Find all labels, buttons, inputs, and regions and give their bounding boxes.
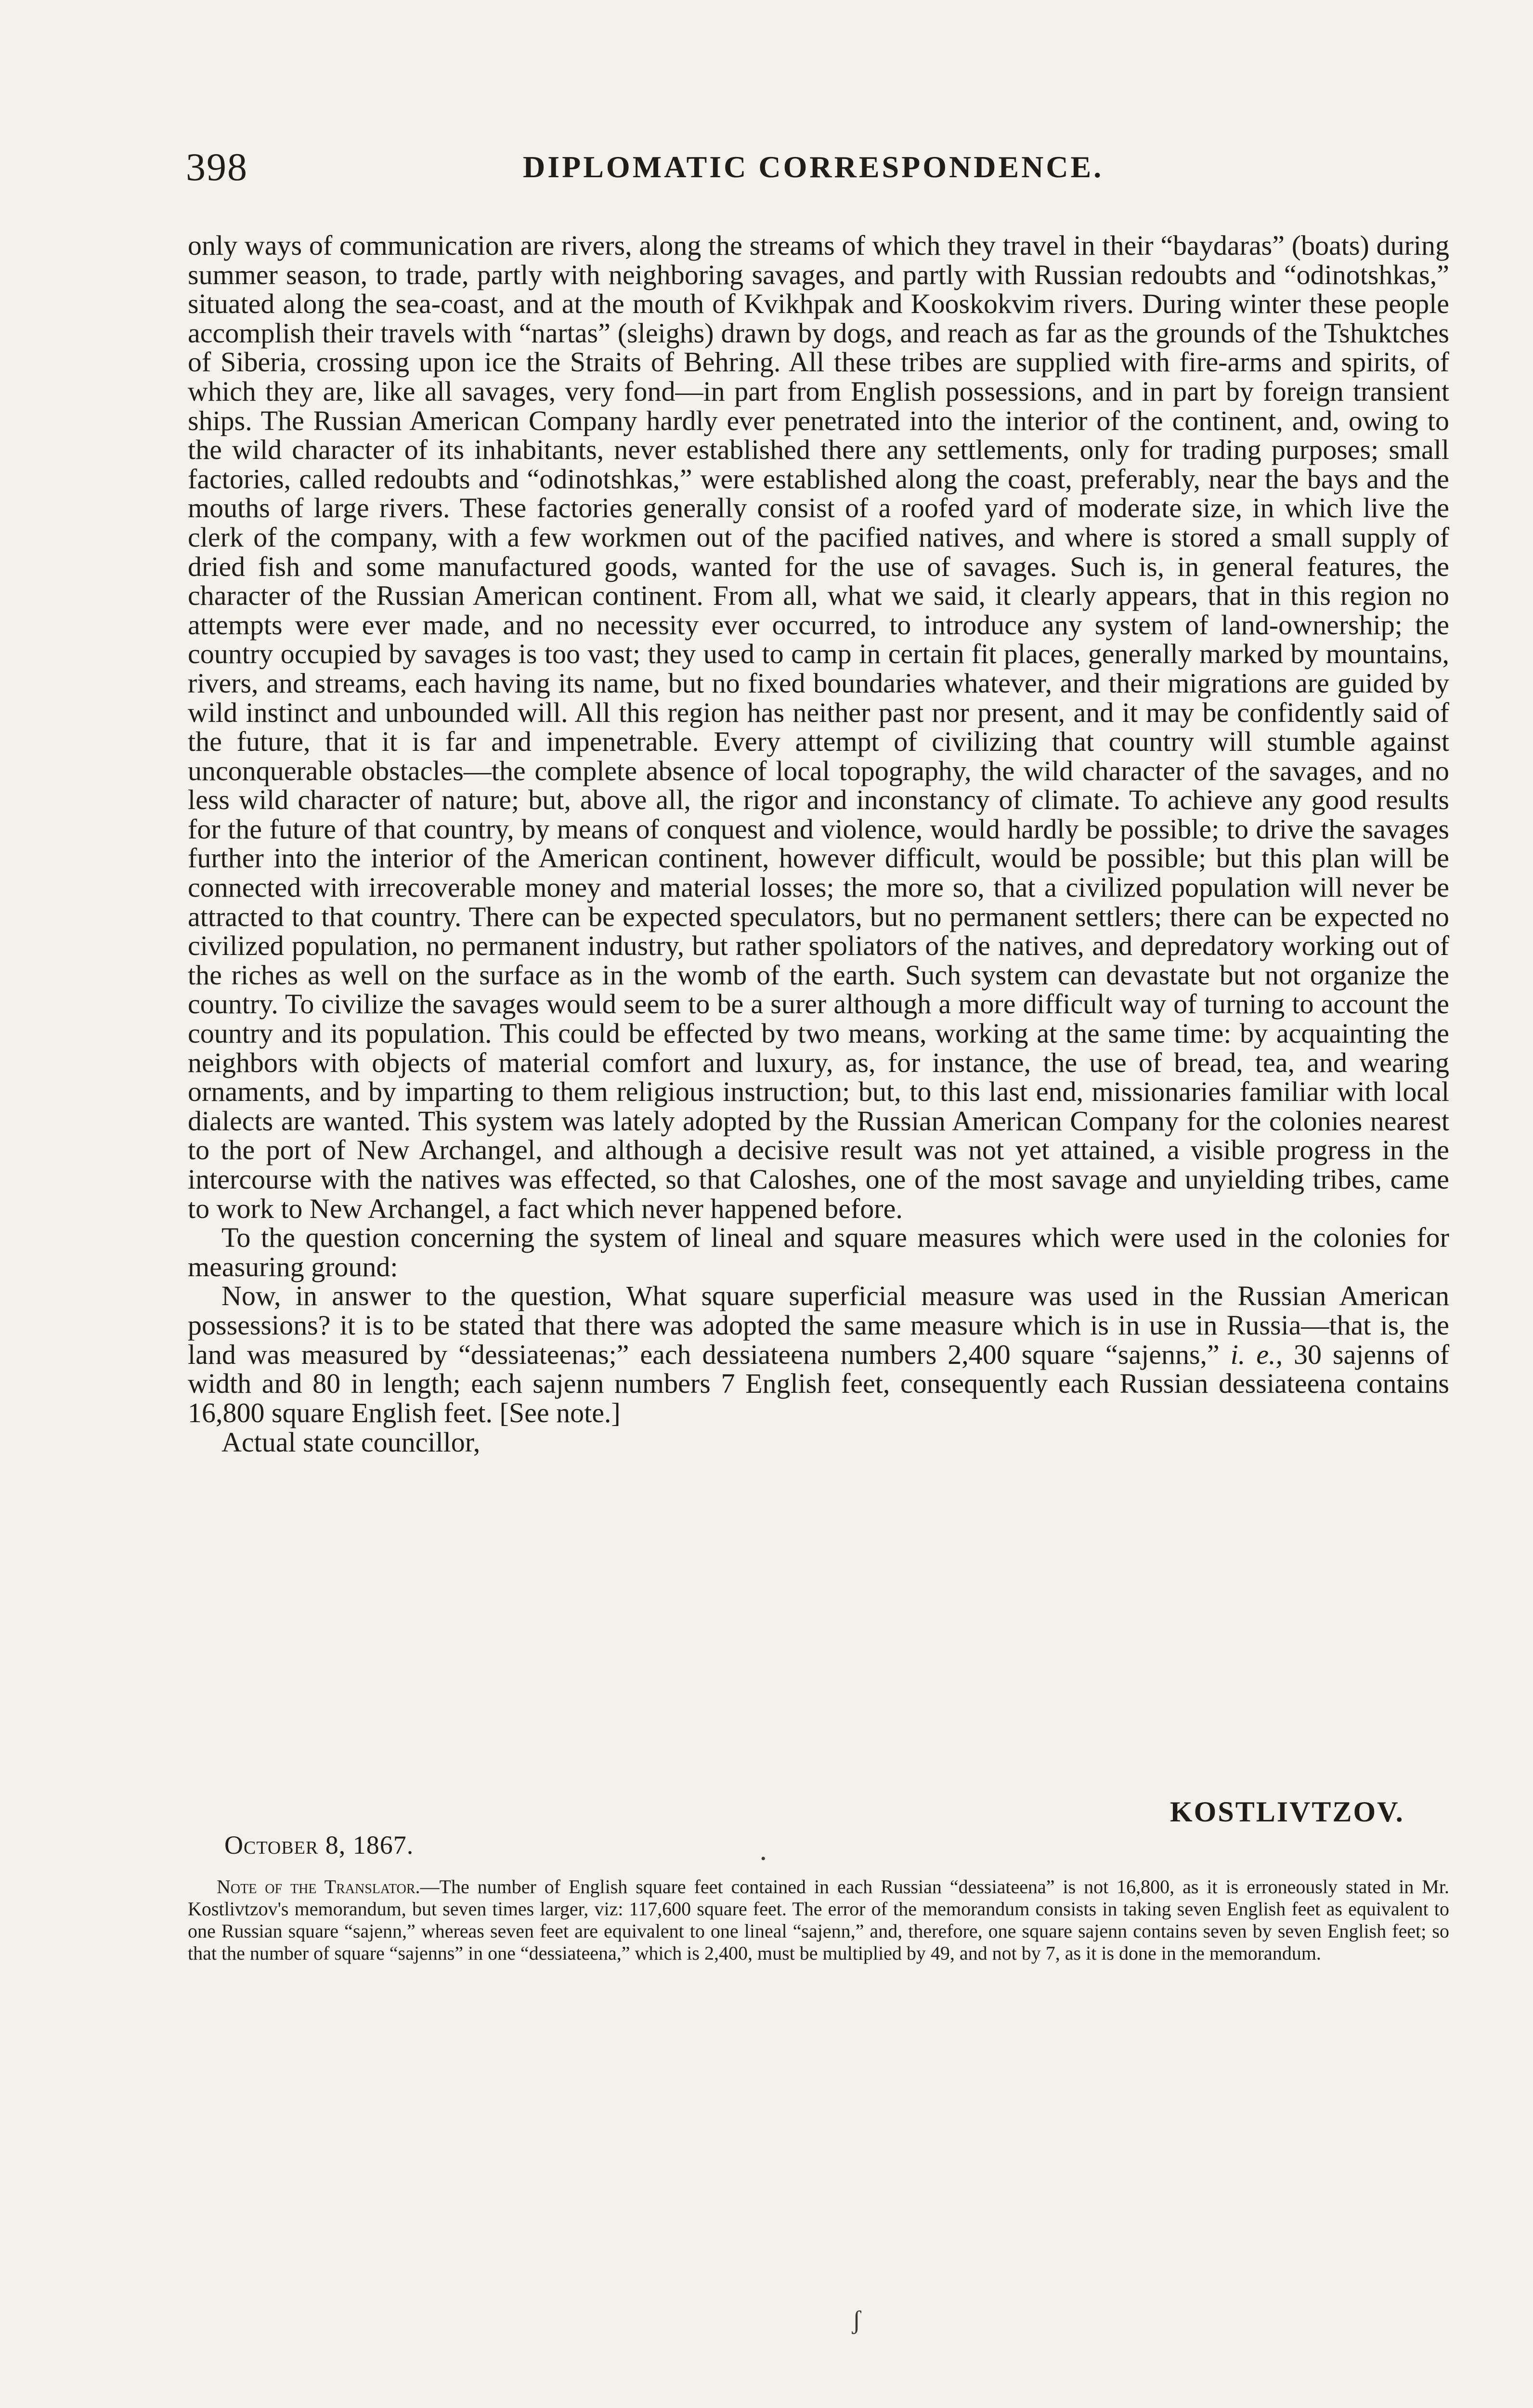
page-number: 398 [186, 145, 248, 189]
answer-text-ie: i. e., [1230, 1338, 1283, 1370]
translator-note-lead: Note of the Translator. [217, 1876, 420, 1898]
body-paragraph-continuation: only ways of communication are rivers, along the streams of which they travel in their “baydaras” (boats) during summer season, to trade, partly with neighboring savages, and partly with Russian redoubts and “odinotshkas,” situated along the sea-coast, and at the mouth of Kvikhpak and Kooskokvim rivers. During winter these people accomplish their travels with “nartas” (sleighs) drawn by dogs, and reach as far as the grounds of the Tshuktches of Siberia, crossing upon ice the Straits of Behring. All these tribes are supplied with fire-arms and spirits, of which they are, like all savages, very fond—in part from English possessions, and in part by foreign transient ships. The Russian American Company hardly ever penetrated into the interior of the continent, and, owing to the wild character of its inhabitants, never established there any settlements, only for trading purposes; small factories, called redoubts and “odinotshkas,” were established along the coast, preferably, near the bays and the mouths of large rivers. These factories generally consist of a roofed yard of moderate size, in which live the clerk of the company, with a few workmen out of the pacified natives, and where is stored a small supply of dried fish and some manufactured goods, wanted for the use of savages. Such is, in general features, the character of the Russian American continent. From all, what we said, it clearly appears, that in this region no attempts were ever made, and no necessity ever occurred, to introduce any system of land-ownership; the country occupied by savages is too vast; they used to camp in certain fit places, generally marked by mountains, rivers, and streams, each having its name, but no fixed boundaries whatever, and their migrations are guided by wild instinct and unbounded will. All this region has neither past nor present, and it may be confidently said of the future, that it is far and impenetrable. Every attempt of civilizing that country will stumble against unconquerable obstacles—the complete absence of local topography, the wild character of the savages, and no less wild character of nature; but, above all, the rigor and inconstancy of climate. To achieve any good results for the future of that country, by means of conquest and violence, would hardly be possible; to drive the savages further into the interior of the American continent, however difficult, would be possible; but this plan will be connected with irrecoverable money and material losses; the more so, that a civilized population will never be attracted to that country. There can be expected speculators, but no permanent settlers; there can be expected no civilized population, no permanent industry, but rather spoliators of the natives, and depredatory working out of the riches as well on the surface as in the womb of the earth. Such system can devastate but not organize the country. To civilize the savages would seem to be a surer although a more difficult way of turning to account the country and its population. This could be effected by two means, working at the same time: by acquainting the neighbors with objects of material comfort and luxury, as, for instance, the use of bread, tea, and wearing ornaments, and by imparting to them religious instruction; but, to this last end, missionaries familiar with local dialects are wanted. This system was lately adopted by the Russian American Company for the colonies nearest to the port of New Archangel, and although a decisive result was not yet attained, a visible progress in the intercourse with the natives was effected, so that Caloshes, one of the most savage and unyielding tribes, came to work to New Archangel, a fact which never happened before. [188, 230, 1449, 1224]
closing-salutation: Actual state councillor, [221, 1426, 481, 1458]
signature-name: KOSTLIVTZOV. [1170, 1796, 1404, 1828]
answer-text-part-1: Now, in answer to the question, What square superficial measure was used in the Russian American possessions? it is to be stated that there was adopted the same measure which is in use in Russia—that is, the land was measured by “dessiateenas;” each dessiateena numbers 2,400 square “sajenns,” [188, 1280, 1449, 1370]
translator-note-text: —The number of English square feet contained in each Russian “dessiateena” is not 16,800, as it is erroneously stated in Mr. Kostlivtzov's memorandum, but seven times larger, viz: 117,600 square feet. The error of the memorandum consists in taking seven English feet as equivalent to one Russian square “sajenn,” whereas seven feet are equivalent to one lineal “sajenn,” and, therefore, one square sajenn contains seven by seven English feet; so that the number of square “sajenns” in one “dessiateena,” which is 2,400, must be multiplied by 49, and not by 7, as it is done in the memorandum. [188, 1876, 1449, 1964]
translator-note [188, 1876, 1449, 1964]
ink-mark: ʃ [852, 2305, 861, 2334]
running-head [186, 141, 1365, 194]
body-paragraph-measures-answer [188, 1282, 1449, 1427]
running-title: DIPLOMATIC CORRESPONDENCE. [523, 150, 1104, 184]
answer-text-part-2: 30 sajenns of width and 80 in length; each sajenn numbers 7 English feet, consequently each Russian dessiateena contains 16,800 square English feet. [See note.] [188, 1338, 1450, 1428]
body-paragraph-measures-question: To the question concerning the system of lineal and square measures which were used in the colonies for measuring ground: [188, 1222, 1449, 1283]
body-text [188, 231, 1449, 1457]
letter-date: October 8, 1867. [224, 1831, 414, 1859]
ink-dot: • [761, 1851, 766, 1867]
